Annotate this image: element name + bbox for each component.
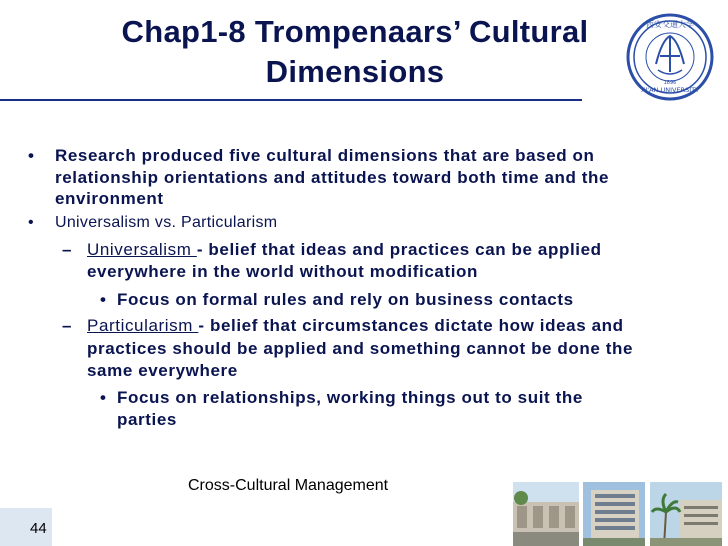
logo-year: 1896	[663, 80, 677, 86]
dot-mark-1: •	[100, 290, 107, 309]
campus-photo-1	[513, 482, 579, 546]
universalism-line-1	[87, 240, 602, 260]
universalism-definition: - belief that ideas and practices can be applied	[196, 240, 602, 259]
slide-title	[60, 12, 650, 92]
logo-text-bottom: XI'AN UNIVERSITY	[640, 86, 700, 94]
title-line-1: Chap1-8 Trompenaars’ Cultural	[121, 14, 589, 49]
bullet-1-line-1: Research produced five cultural dimensions that are based on	[55, 146, 595, 165]
footer-course-title: Cross-Cultural Management	[188, 477, 389, 494]
campus-photo-2	[583, 482, 645, 546]
particularism-point-line-1: Focus on relationships, working things out to suit the	[117, 388, 583, 407]
dash-mark-1: –	[62, 240, 73, 259]
universalism-term: Universalism	[87, 240, 197, 259]
universalism-line-2: everywhere in the world without modification	[87, 262, 478, 281]
particularism-definition: - belief that circumstances dictate how ideas and	[198, 316, 624, 335]
page-number: 44	[30, 520, 47, 537]
bullet-1-line-3: environment	[55, 189, 164, 208]
dot-mark-2: •	[100, 388, 107, 407]
particularism-term: Particularism	[87, 316, 199, 335]
title-underline	[0, 99, 582, 101]
particularism-line-1	[87, 316, 624, 336]
universalism-point: Focus on formal rules and rely on business contacts	[117, 290, 574, 309]
campus-photo-3	[650, 482, 722, 546]
bullet-mark-1: •	[28, 146, 35, 165]
dash-mark-2: –	[62, 316, 73, 335]
particularism-line-2: practices should be applied and something cannot be done the	[87, 339, 634, 358]
particularism-line-3: same everywhere	[87, 361, 238, 380]
particularism-point-line-2: parties	[117, 410, 177, 429]
bullet-mark-2: •	[28, 214, 34, 231]
title-line-2: Dimensions	[265, 54, 445, 89]
bullet-1-line-2: relationship orientations and attitudes toward both time and the	[55, 168, 610, 187]
logo-text-top: 西安交通大学	[646, 20, 694, 29]
bullet-2-text: Universalism vs. Particularism	[55, 214, 278, 231]
university-logo	[622, 12, 722, 102]
